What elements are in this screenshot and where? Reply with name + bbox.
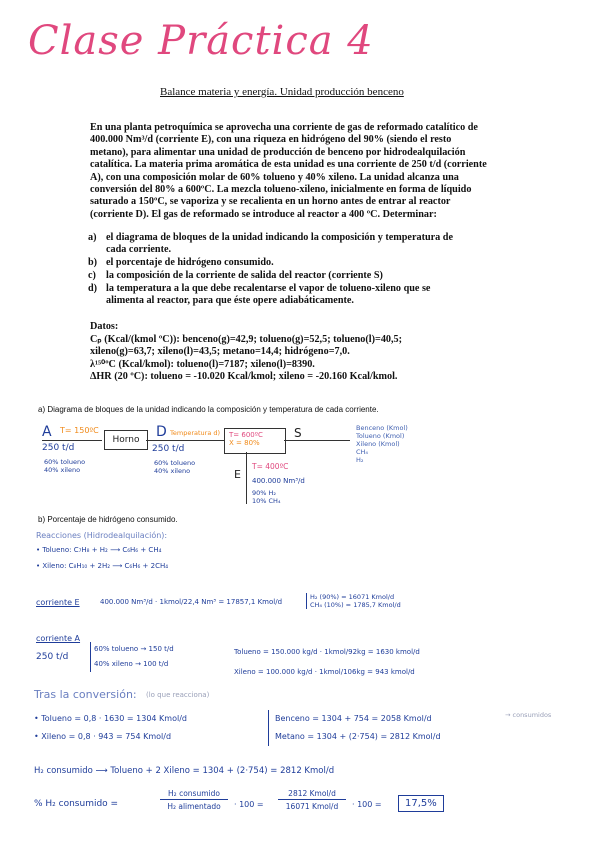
- pct-fraction: [160, 789, 228, 811]
- pct-numerator-value: 2812 Kmol/d: [278, 789, 346, 800]
- pct-label: % H₂ consumido =: [34, 799, 119, 809]
- stream-e-comp: [252, 489, 281, 505]
- problem-line: catalítica. La materia prima aromática de esta unidad es una corriente de 250 t/d (corriente: [90, 159, 487, 171]
- stream-s-line: [284, 440, 350, 441]
- problem-line: metano), para alimentar una unidad de producción de benceno por hidrodealquilación: [90, 146, 466, 158]
- stream-a-split: [90, 642, 174, 672]
- stream-a-calc-label: corriente A: [36, 634, 81, 643]
- methane-produced: Metano = 1304 + (2·754) = 2812 Kmol/d: [275, 732, 441, 741]
- stream-e-comp1: 90% H₂: [252, 489, 277, 497]
- question-text: el porcentaje de hidrógeno consumido.: [106, 257, 274, 268]
- reaction-toluene: • Tolueno: C₇H₈ + H₂ ⟶ C₆H₆ + CH₄: [36, 546, 162, 554]
- toluene-kmol: Tolueno = 150.000 kg/d · 1kmol/92kg = 1630 kmol/d: [234, 648, 420, 656]
- stream-s-comp: Tolueno (Kmol): [356, 432, 405, 440]
- stream-e-line: [246, 452, 247, 504]
- data-line: Cₚ (Kcal/(kmol ºC)): benceno(g)=42,9; tolueno(g)=52,5; tolueno(l)=40,5;: [90, 333, 403, 345]
- stream-a-flow: 250 t/d: [42, 443, 75, 453]
- stream-a-label: A: [42, 424, 52, 440]
- products: [268, 710, 441, 746]
- benzene-produced: Benceno = 1304 + 754 = 2058 Kmol/d: [275, 714, 432, 723]
- stream-s-comp: CH₄: [356, 448, 369, 456]
- problem-line: saturado a 150ºC, se vaporiza y se recalienta en un horno antes de entrar al reactor: [90, 196, 451, 208]
- problem-line: (corriente D). El gas de reformado se introduce al reactor a 400 ºC. Determinar:: [90, 208, 437, 220]
- stream-e-flow: 400.000 Nm³/d: [252, 477, 305, 485]
- stream-e-comp2: 10% CH₄: [252, 497, 281, 505]
- data-line: λ¹⁵⁰ºC (Kcal/kmol): tolueno(l)=7187; xileno(l)=8390.: [90, 358, 315, 370]
- page-title: Clase Práctica 4: [28, 18, 374, 64]
- reactor-block: [224, 428, 286, 454]
- question-text: alimenta al reactor, para que éste opere adiabáticamente.: [106, 295, 354, 307]
- consumed-note: → consumidos: [505, 711, 552, 719]
- question-c: [88, 270, 526, 282]
- stream-a-comp1: 60% tolueno: [44, 458, 86, 466]
- section-a-heading: a) Diagrama de bloques de la unidad indicando la composición y temperatura de cada corriente.: [38, 405, 379, 414]
- question-a: [88, 232, 526, 256]
- pct-result: 17,5%: [398, 795, 444, 812]
- stream-e-temp: T= 400ºC: [252, 462, 289, 471]
- conversion-values: [34, 710, 187, 746]
- stream-a-kmol: [234, 642, 420, 682]
- stream-a-calc-flow: 250 t/d: [36, 652, 69, 662]
- pct-fraction-values: [278, 789, 346, 811]
- stream-d-comp: [154, 459, 195, 475]
- problem-line: 400.000 Nm³/d (corriente E), con una riqueza en hidrógeno del 90% (siendo el resto: [90, 134, 452, 146]
- stream-e-calc: 400.000 Nm³/d · 1kmol/22,4 Nm³ = 17857,1 Kmol/d: [100, 598, 283, 606]
- stream-a-comp: [44, 458, 85, 474]
- stream-d-flow: 250 t/d: [152, 444, 185, 454]
- problem-line: En una planta petroquímica se aprovecha una corriente de gas de reformado catalítico de: [90, 122, 478, 133]
- data-block: [90, 321, 402, 384]
- problem-statement: [90, 122, 528, 221]
- data-line: ΔHR (20 ºC): tolueno = -10.020 Kcal/kmol; xileno = -20.160 Kcal/kmol.: [90, 371, 398, 383]
- question-text: cada corriente.: [106, 244, 172, 256]
- stream-a-line: [42, 440, 102, 441]
- stream-s-comp: H₂: [356, 456, 364, 464]
- reactions-title: Reacciones (Hidrodealquilación):: [36, 531, 168, 540]
- conversion-title: Tras la conversión:: [34, 688, 137, 701]
- question-b: [88, 257, 526, 269]
- question-text: el diagrama de bloques de la unidad indicando la composición y temperatura de: [106, 232, 453, 243]
- stream-a-xylene: 40% xileno → 100 t/d: [94, 660, 169, 668]
- problem-line: A), con una composición molar de 60% tolueno y 40% xileno. La unidad alcanza una: [90, 171, 459, 183]
- converted-toluene: • Tolueno = 0,8 · 1630 = 1304 Kmol/d: [34, 714, 187, 723]
- question-text: la composición de la corriente de salida del reactor (corriente S): [106, 270, 383, 281]
- horno-label: Horno: [112, 435, 140, 445]
- conversion-note: (lo que reacciona): [146, 691, 210, 699]
- reactor-temp: T= 600ºC: [229, 431, 263, 439]
- document-subtitle: Balance materia y energía. Unidad producción benceno: [160, 86, 404, 98]
- stream-d-temp: Temperatura d): [170, 429, 221, 437]
- data-line: xileno(g)=63,7; xileno(l)=43,5; metano=14,4; hidrógeno=7,0.: [90, 346, 350, 358]
- stream-d-label: D: [156, 424, 167, 440]
- xylene-kmol: Xileno = 100.000 kg/d · 1kmol/106kg = 943 kmol/d: [234, 668, 415, 676]
- problem-line: conversión del 80% a 600ºC. La mezcla tolueno-xileno, inicialmente en forma de líquido: [90, 184, 472, 196]
- stream-s-comp: Xileno (Kmol): [356, 440, 400, 448]
- pct-end: · 100 =: [352, 800, 382, 809]
- pct-mid: · 100 =: [234, 800, 264, 809]
- question-letter: a): [88, 232, 97, 243]
- data-label: Datos:: [90, 321, 119, 332]
- stream-s-composition: [356, 424, 408, 464]
- pct-denominator: H₂ alimentado: [167, 802, 221, 811]
- stream-d-comp2: 40% xileno: [154, 467, 191, 475]
- horno-block: [104, 430, 148, 450]
- stream-d-line: [146, 440, 224, 441]
- stream-e-calc-label: corriente E: [36, 598, 80, 607]
- reactor-conversion: X = 80%: [229, 439, 260, 447]
- stream-d-comp1: 60% tolueno: [154, 459, 196, 467]
- reaction-xylene: • Xileno: C₈H₁₀ + 2H₂ ⟶ C₆H₆ + 2CH₄: [36, 562, 169, 570]
- stream-s-label: S: [294, 426, 302, 440]
- stream-e-ch4: CH₄ (10%) = 1785,7 Kmol/d: [310, 601, 401, 609]
- question-letter: b): [88, 257, 98, 268]
- stream-e-h2: H₂ (90%) = 16071 Kmol/d: [310, 593, 395, 601]
- stream-a-temp: T= 150ºC: [60, 426, 99, 435]
- section-b-heading: b) Porcentaje de hidrógeno consumido.: [38, 515, 178, 524]
- question-text: la temperatura a la que debe recalentarse el vapor de tolueno-xileno que se: [106, 283, 431, 294]
- stream-e-split: [306, 593, 401, 609]
- question-d: [88, 283, 526, 307]
- pct-numerator: H₂ consumido: [160, 789, 228, 800]
- stream-a-toluene: 60% tolueno → 150 t/d: [94, 645, 174, 653]
- question-letter: c): [88, 270, 96, 281]
- pct-denominator-value: 16071 Kmol/d: [285, 802, 339, 811]
- stream-a-comp2: 40% xileno: [44, 466, 81, 474]
- question-letter: d): [88, 283, 98, 294]
- stream-s-comp: Benceno (Kmol): [356, 424, 408, 432]
- converted-xylene: • Xileno = 0,8 · 943 = 754 Kmol/d: [34, 732, 172, 741]
- stream-e-label: E: [234, 468, 241, 481]
- h2-consumed: H₂ consumido ⟶ Tolueno + 2 Xileno = 1304 + (2·754) = 2812 Kmol/d: [34, 766, 335, 776]
